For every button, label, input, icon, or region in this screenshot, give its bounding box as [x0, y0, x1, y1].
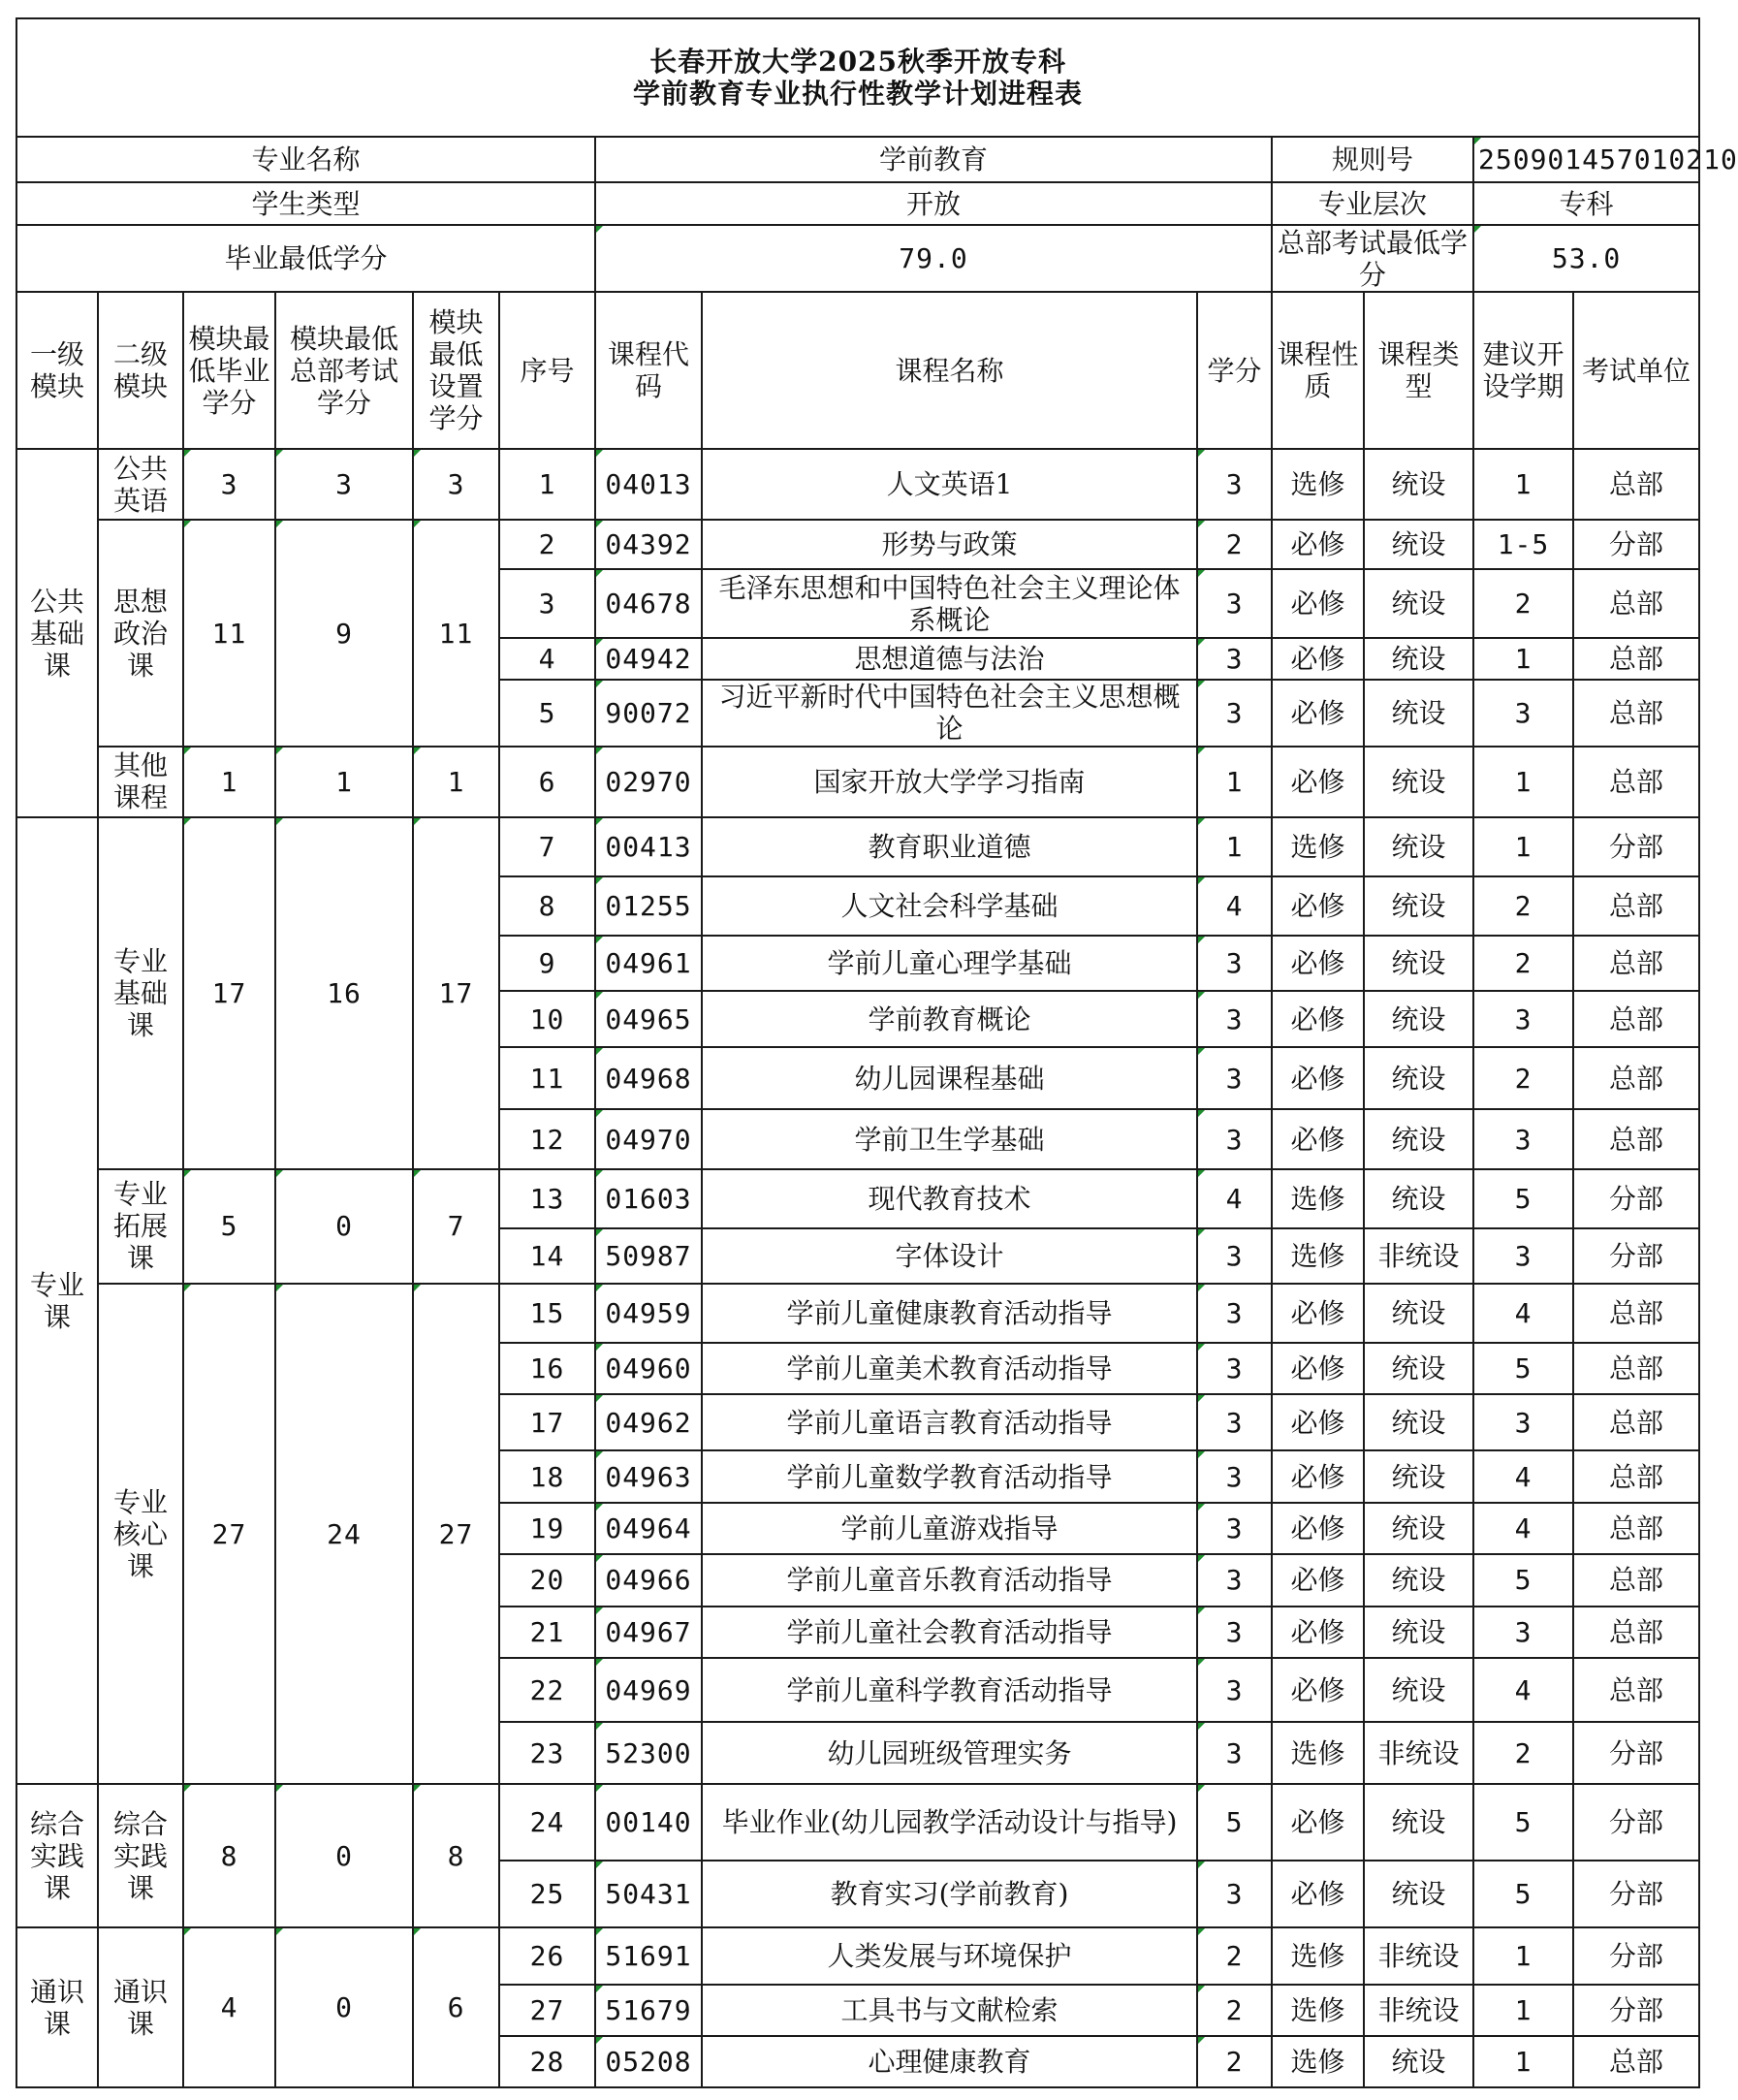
- course-code: 04961: [595, 936, 702, 992]
- course-code: 04964: [595, 1503, 702, 1554]
- course-type: 统设: [1364, 1047, 1473, 1109]
- sheet-title-line1: 长春开放大学2025秋季开放专科: [649, 45, 1067, 78]
- course-type: 统设: [1364, 1394, 1473, 1450]
- course-credit: 1: [1197, 817, 1272, 876]
- course-exam-unit: 总部: [1573, 449, 1699, 520]
- sheet-title: [16, 18, 1699, 137]
- module-min-grad-credit: 11: [183, 520, 275, 746]
- course-name: 幼儿园课程基础: [702, 1047, 1197, 1109]
- course-seq: 4: [499, 638, 595, 680]
- module-min-hq-credit: 3: [275, 449, 413, 520]
- teaching-plan-sheet: [16, 17, 1738, 2088]
- table-row: [16, 1784, 1699, 1861]
- major-name-value: 学前教育: [595, 137, 1272, 183]
- course-code: 04962: [595, 1394, 702, 1450]
- course-credit: 2: [1197, 1985, 1272, 2036]
- course-exam-unit: 总部: [1573, 1607, 1699, 1659]
- course-suggested-term: 5: [1473, 1784, 1573, 1861]
- course-type: 统设: [1364, 680, 1473, 747]
- level1-module-major: 专业课: [16, 817, 98, 1784]
- course-name: 人文英语1: [702, 449, 1197, 520]
- course-credit: 1: [1197, 747, 1272, 817]
- module-min-hq-credit: 1: [275, 747, 413, 817]
- course-exam-unit: 分部: [1573, 1985, 1699, 2036]
- course-name: 学前儿童心理学基础: [702, 936, 1197, 992]
- course-code: 04969: [595, 1658, 702, 1722]
- course-seq: 12: [499, 1109, 595, 1169]
- course-name: 形势与政策: [702, 520, 1197, 569]
- course-exam-unit: 总部: [1573, 747, 1699, 817]
- course-credit: 3: [1197, 1109, 1272, 1169]
- course-name: 现代教育技术: [702, 1169, 1197, 1228]
- course-seq: 18: [499, 1450, 595, 1503]
- course-type: 统设: [1364, 569, 1473, 638]
- course-seq: 20: [499, 1554, 595, 1607]
- student-type-label: 学生类型: [16, 182, 595, 225]
- course-seq: 1: [499, 449, 595, 520]
- course-code: 04678: [595, 569, 702, 638]
- header-seq: 序号: [499, 292, 595, 449]
- course-code: 04942: [595, 638, 702, 680]
- course-seq: 14: [499, 1228, 595, 1284]
- course-exam-unit: 总部: [1573, 2036, 1699, 2087]
- course-code: 04013: [595, 449, 702, 520]
- course-seq: 27: [499, 1985, 595, 2036]
- module-min-grad-credit: 8: [183, 1784, 275, 1927]
- course-code: 04967: [595, 1607, 702, 1659]
- course-name: 学前儿童健康教育活动指导: [702, 1284, 1197, 1343]
- min-credit-value: 79.0: [595, 225, 1272, 292]
- level1-module-practice: 综合实践课: [16, 1784, 98, 1927]
- course-exam-unit: 总部: [1573, 569, 1699, 638]
- header-course-type: 课程类型: [1364, 292, 1473, 449]
- course-type: 统设: [1364, 991, 1473, 1047]
- course-code: 51679: [595, 1985, 702, 2036]
- course-code: 50987: [595, 1228, 702, 1284]
- header-course-nature: 课程性质: [1272, 292, 1364, 449]
- course-nature: 选修: [1272, 817, 1364, 876]
- course-name: 毛泽东思想和中国特色社会主义理论体系概论: [702, 569, 1197, 638]
- major-name-label: 专业名称: [16, 137, 595, 183]
- course-seq: 7: [499, 817, 595, 876]
- course-nature: 选修: [1272, 1722, 1364, 1784]
- course-code: 04970: [595, 1109, 702, 1169]
- level1-module-public: 公共基础课: [16, 449, 98, 816]
- course-exam-unit: 分部: [1573, 817, 1699, 876]
- course-suggested-term: 4: [1473, 1503, 1573, 1554]
- course-nature: 必修: [1272, 1607, 1364, 1659]
- course-name: 学前儿童语言教育活动指导: [702, 1394, 1197, 1450]
- course-name: 学前儿童美术教育活动指导: [702, 1343, 1197, 1395]
- course-code: 00413: [595, 817, 702, 876]
- course-credit: 3: [1197, 1658, 1272, 1722]
- module-min-hq-credit: 0: [275, 1784, 413, 1927]
- course-seq: 6: [499, 747, 595, 817]
- module-min-set-credit: 3: [413, 449, 499, 520]
- course-suggested-term: 1: [1473, 1927, 1573, 1985]
- module-min-grad-credit: 27: [183, 1284, 275, 1784]
- course-suggested-term: 2: [1473, 1047, 1573, 1109]
- course-exam-unit: 总部: [1573, 680, 1699, 747]
- course-suggested-term: 5: [1473, 1343, 1573, 1395]
- module-min-hq-credit: 0: [275, 1169, 413, 1284]
- level2-module-other: 其他课程: [98, 747, 183, 817]
- course-nature: 必修: [1272, 991, 1364, 1047]
- course-code: 04963: [595, 1450, 702, 1503]
- course-credit: 3: [1197, 936, 1272, 992]
- course-seq: 16: [499, 1343, 595, 1395]
- course-code: 02970: [595, 747, 702, 817]
- course-suggested-term: 2: [1473, 1722, 1573, 1784]
- course-nature: 必修: [1272, 520, 1364, 569]
- course-name: 教育实习(学前教育): [702, 1861, 1197, 1927]
- course-seq: 28: [499, 2036, 595, 2087]
- course-nature: 必修: [1272, 1394, 1364, 1450]
- course-type: 非统设: [1364, 1985, 1473, 2036]
- course-exam-unit: 分部: [1573, 1722, 1699, 1784]
- course-suggested-term: 3: [1473, 1394, 1573, 1450]
- course-credit: 3: [1197, 1228, 1272, 1284]
- course-exam-unit: 分部: [1573, 1927, 1699, 1985]
- course-type: 统设: [1364, 1284, 1473, 1343]
- header-module-min-set-credit: 模块最低设置学分: [413, 292, 499, 449]
- course-suggested-term: 3: [1473, 680, 1573, 747]
- course-type: 统设: [1364, 936, 1473, 992]
- course-code: 01603: [595, 1169, 702, 1228]
- level2-module-practice: 综合实践课: [98, 1784, 183, 1927]
- course-suggested-term: 3: [1473, 991, 1573, 1047]
- course-exam-unit: 总部: [1573, 991, 1699, 1047]
- course-name: 心理健康教育: [702, 2036, 1197, 2087]
- course-nature: 选修: [1272, 449, 1364, 520]
- course-exam-unit: 总部: [1573, 1047, 1699, 1109]
- course-suggested-term: 2: [1473, 936, 1573, 992]
- course-type: 统设: [1364, 449, 1473, 520]
- sheet-title-line2: 学前教育专业执行性教学计划进程表: [633, 77, 1084, 110]
- course-code: 04965: [595, 991, 702, 1047]
- module-min-grad-credit: 4: [183, 1927, 275, 2087]
- course-nature: 必修: [1272, 1109, 1364, 1169]
- module-min-grad-credit: 5: [183, 1169, 275, 1284]
- course-name: 教育职业道德: [702, 817, 1197, 876]
- course-suggested-term: 1-5: [1473, 520, 1573, 569]
- course-seq: 10: [499, 991, 595, 1047]
- rule-no-label: 规则号: [1272, 137, 1473, 183]
- course-suggested-term: 1: [1473, 817, 1573, 876]
- course-type: 统设: [1364, 1343, 1473, 1395]
- course-suggested-term: 4: [1473, 1658, 1573, 1722]
- course-name: 学前教育概论: [702, 991, 1197, 1047]
- course-seq: 9: [499, 936, 595, 992]
- course-nature: 选修: [1272, 2036, 1364, 2087]
- course-type: 统设: [1364, 1784, 1473, 1861]
- course-type: 统设: [1364, 1109, 1473, 1169]
- course-exam-unit: 分部: [1573, 1784, 1699, 1861]
- course-credit: 2: [1197, 1927, 1272, 1985]
- course-credit: 3: [1197, 1047, 1272, 1109]
- course-suggested-term: 2: [1473, 569, 1573, 638]
- course-exam-unit: 总部: [1573, 1503, 1699, 1554]
- level2-module-politics: 思想政治课: [98, 520, 183, 746]
- course-code: 52300: [595, 1722, 702, 1784]
- course-exam-unit: 总部: [1573, 1450, 1699, 1503]
- course-name: 思想道德与法治: [702, 638, 1197, 680]
- teaching-plan-table: [16, 17, 1738, 2088]
- course-suggested-term: 1: [1473, 2036, 1573, 2087]
- course-credit: 3: [1197, 449, 1272, 520]
- course-credit: 4: [1197, 876, 1272, 936]
- course-name: 习近平新时代中国特色社会主义思想概论: [702, 680, 1197, 747]
- course-credit: 3: [1197, 1554, 1272, 1607]
- course-code: 04960: [595, 1343, 702, 1395]
- course-seq: 21: [499, 1607, 595, 1659]
- course-nature: 必修: [1272, 569, 1364, 638]
- table-row: [16, 520, 1699, 569]
- module-min-set-credit: 7: [413, 1169, 499, 1284]
- course-type: 统设: [1364, 1607, 1473, 1659]
- course-exam-unit: 分部: [1573, 1228, 1699, 1284]
- course-seq: 8: [499, 876, 595, 936]
- course-code: 51691: [595, 1927, 702, 1985]
- course-name: 学前儿童科学教育活动指导: [702, 1658, 1197, 1722]
- course-suggested-term: 4: [1473, 1284, 1573, 1343]
- course-credit: 3: [1197, 1722, 1272, 1784]
- course-code: 04392: [595, 520, 702, 569]
- course-credit: 3: [1197, 991, 1272, 1047]
- course-suggested-term: 5: [1473, 1169, 1573, 1228]
- course-nature: 选修: [1272, 1228, 1364, 1284]
- course-suggested-term: 5: [1473, 1554, 1573, 1607]
- course-credit: 3: [1197, 1284, 1272, 1343]
- module-min-set-credit: 1: [413, 747, 499, 817]
- course-credit: 3: [1197, 1450, 1272, 1503]
- course-exam-unit: 总部: [1573, 936, 1699, 992]
- level1-module-general: 通识课: [16, 1927, 98, 2087]
- course-suggested-term: 1: [1473, 638, 1573, 680]
- course-exam-unit: 总部: [1573, 1109, 1699, 1169]
- course-nature: 必修: [1272, 638, 1364, 680]
- header-module-min-grad-credit: 模块最低毕业学分: [183, 292, 275, 449]
- course-nature: 必修: [1272, 1450, 1364, 1503]
- course-nature: 必修: [1272, 680, 1364, 747]
- course-nature: 必修: [1272, 1503, 1364, 1554]
- course-seq: 5: [499, 680, 595, 747]
- course-type: 统设: [1364, 1169, 1473, 1228]
- module-min-grad-credit: 1: [183, 747, 275, 817]
- course-seq: 26: [499, 1927, 595, 1985]
- course-name: 学前儿童数学教育活动指导: [702, 1450, 1197, 1503]
- course-nature: 选修: [1272, 1927, 1364, 1985]
- course-code: 04959: [595, 1284, 702, 1343]
- course-type: 统设: [1364, 1861, 1473, 1927]
- level2-module-basic: 专业基础课: [98, 817, 183, 1169]
- course-type: 统设: [1364, 1503, 1473, 1554]
- course-exam-unit: 分部: [1573, 520, 1699, 569]
- course-type: 统设: [1364, 638, 1473, 680]
- course-seq: 2: [499, 520, 595, 569]
- course-nature: 必修: [1272, 936, 1364, 992]
- course-name: 字体设计: [702, 1228, 1197, 1284]
- course-exam-unit: 分部: [1573, 1861, 1699, 1927]
- course-seq: 3: [499, 569, 595, 638]
- course-suggested-term: 2: [1473, 876, 1573, 936]
- course-name: 人文社会科学基础: [702, 876, 1197, 936]
- course-type: 非统设: [1364, 1927, 1473, 1985]
- course-credit: 3: [1197, 638, 1272, 680]
- course-nature: 必修: [1272, 1861, 1364, 1927]
- major-level-value: 专科: [1473, 182, 1699, 225]
- course-nature: 选修: [1272, 1169, 1364, 1228]
- table-row: [16, 817, 1699, 876]
- course-name: 人类发展与环境保护: [702, 1927, 1197, 1985]
- course-exam-unit: 总部: [1573, 876, 1699, 936]
- course-exam-unit: 总部: [1573, 1658, 1699, 1722]
- header-course-code: 课程代码: [595, 292, 702, 449]
- course-name: 幼儿园班级管理实务: [702, 1722, 1197, 1784]
- course-seq: 17: [499, 1394, 595, 1450]
- course-suggested-term: 1: [1473, 747, 1573, 817]
- course-nature: 必修: [1272, 1658, 1364, 1722]
- course-credit: 3: [1197, 569, 1272, 638]
- course-seq: 15: [499, 1284, 595, 1343]
- module-min-set-credit: 17: [413, 817, 499, 1169]
- course-nature: 必修: [1272, 1047, 1364, 1109]
- header-module-min-hq-credit: 模块最低总部考试学分: [275, 292, 413, 449]
- course-seq: 25: [499, 1861, 595, 1927]
- course-exam-unit: 总部: [1573, 1284, 1699, 1343]
- table-row: [16, 1927, 1699, 1985]
- course-type: 非统设: [1364, 1722, 1473, 1784]
- header-level2-module: 二级模块: [98, 292, 183, 449]
- course-name: 学前卫生学基础: [702, 1109, 1197, 1169]
- module-min-set-credit: 27: [413, 1284, 499, 1784]
- course-credit: 3: [1197, 1503, 1272, 1554]
- course-code: 00140: [595, 1784, 702, 1861]
- course-type: 统设: [1364, 1658, 1473, 1722]
- course-credit: 5: [1197, 1784, 1272, 1861]
- course-code: 04966: [595, 1554, 702, 1607]
- table-row: [16, 1169, 1699, 1228]
- course-code: 90072: [595, 680, 702, 747]
- course-seq: 23: [499, 1722, 595, 1784]
- module-min-hq-credit: 16: [275, 817, 413, 1169]
- course-type: 统设: [1364, 876, 1473, 936]
- module-min-hq-credit: 0: [275, 1927, 413, 2087]
- rule-no-value: 250901457010210: [1473, 137, 1699, 183]
- course-nature: 必修: [1272, 876, 1364, 936]
- course-suggested-term: 4: [1473, 1450, 1573, 1503]
- course-suggested-term: 1: [1473, 449, 1573, 520]
- course-credit: 3: [1197, 1607, 1272, 1659]
- course-credit: 4: [1197, 1169, 1272, 1228]
- course-exam-unit: 总部: [1573, 1554, 1699, 1607]
- course-nature: 必修: [1272, 1284, 1364, 1343]
- header-level1-module: 一级模块: [16, 292, 98, 449]
- course-name: 国家开放大学学习指南: [702, 747, 1197, 817]
- course-suggested-term: 5: [1473, 1861, 1573, 1927]
- course-credit: 3: [1197, 1394, 1272, 1450]
- course-exam-unit: 分部: [1573, 1169, 1699, 1228]
- course-code: 01255: [595, 876, 702, 936]
- table-row: [16, 449, 1699, 520]
- table-row: [16, 1284, 1699, 1343]
- course-type: 统设: [1364, 747, 1473, 817]
- course-seq: 11: [499, 1047, 595, 1109]
- course-code: 04968: [595, 1047, 702, 1109]
- course-seq: 22: [499, 1658, 595, 1722]
- course-code: 50431: [595, 1861, 702, 1927]
- course-code: 05208: [595, 2036, 702, 2087]
- level2-module-english: 公共英语: [98, 449, 183, 520]
- course-suggested-term: 3: [1473, 1109, 1573, 1169]
- student-type-value: 开放: [595, 182, 1272, 225]
- hq-min-credit-label: 总部考试最低学分: [1272, 225, 1473, 292]
- course-type: 统设: [1364, 1450, 1473, 1503]
- course-credit: 3: [1197, 1343, 1272, 1395]
- module-min-hq-credit: 9: [275, 520, 413, 746]
- level2-module-general: 通识课: [98, 1927, 183, 2087]
- course-nature: 必修: [1272, 747, 1364, 817]
- course-name: 学前儿童社会教育活动指导: [702, 1607, 1197, 1659]
- course-seq: 19: [499, 1503, 595, 1554]
- course-credit: 2: [1197, 2036, 1272, 2087]
- course-nature: 必修: [1272, 1784, 1364, 1861]
- course-type: 非统设: [1364, 1228, 1473, 1284]
- course-name: 学前儿童音乐教育活动指导: [702, 1554, 1197, 1607]
- level2-module-core: 专业核心课: [98, 1284, 183, 1784]
- header-credit: 学分: [1197, 292, 1272, 449]
- module-min-hq-credit: 24: [275, 1284, 413, 1784]
- course-suggested-term: 3: [1473, 1228, 1573, 1284]
- module-min-grad-credit: 3: [183, 449, 275, 520]
- course-credit: 3: [1197, 680, 1272, 747]
- course-type: 统设: [1364, 817, 1473, 876]
- course-credit: 3: [1197, 1861, 1272, 1927]
- course-exam-unit: 总部: [1573, 638, 1699, 680]
- module-min-set-credit: 11: [413, 520, 499, 746]
- course-name: 学前儿童游戏指导: [702, 1503, 1197, 1554]
- module-min-grad-credit: 17: [183, 817, 275, 1169]
- course-suggested-term: 1: [1473, 1985, 1573, 2036]
- header-suggested-term: 建议开设学期: [1473, 292, 1573, 449]
- course-nature: 必修: [1272, 1343, 1364, 1395]
- course-seq: 24: [499, 1784, 595, 1861]
- min-credit-label: 毕业最低学分: [16, 225, 595, 292]
- course-type: 统设: [1364, 1554, 1473, 1607]
- hq-min-credit-value: 53.0: [1473, 225, 1699, 292]
- course-name: 工具书与文献检索: [702, 1985, 1197, 2036]
- header-exam-unit: 考试单位: [1573, 292, 1699, 449]
- course-nature: 选修: [1272, 1985, 1364, 2036]
- course-nature: 必修: [1272, 1554, 1364, 1607]
- course-type: 统设: [1364, 2036, 1473, 2087]
- level2-module-extend: 专业拓展课: [98, 1169, 183, 1284]
- header-course-name: 课程名称: [702, 292, 1197, 449]
- module-min-set-credit: 6: [413, 1927, 499, 2087]
- course-name: 毕业作业(幼儿园教学活动设计与指导): [702, 1784, 1197, 1861]
- course-seq: 13: [499, 1169, 595, 1228]
- major-level-label: 专业层次: [1272, 182, 1473, 225]
- module-min-set-credit: 8: [413, 1784, 499, 1927]
- table-row: [16, 747, 1699, 817]
- course-exam-unit: 总部: [1573, 1343, 1699, 1395]
- course-exam-unit: 总部: [1573, 1394, 1699, 1450]
- course-type: 统设: [1364, 520, 1473, 569]
- course-suggested-term: 3: [1473, 1607, 1573, 1659]
- course-credit: 2: [1197, 520, 1272, 569]
